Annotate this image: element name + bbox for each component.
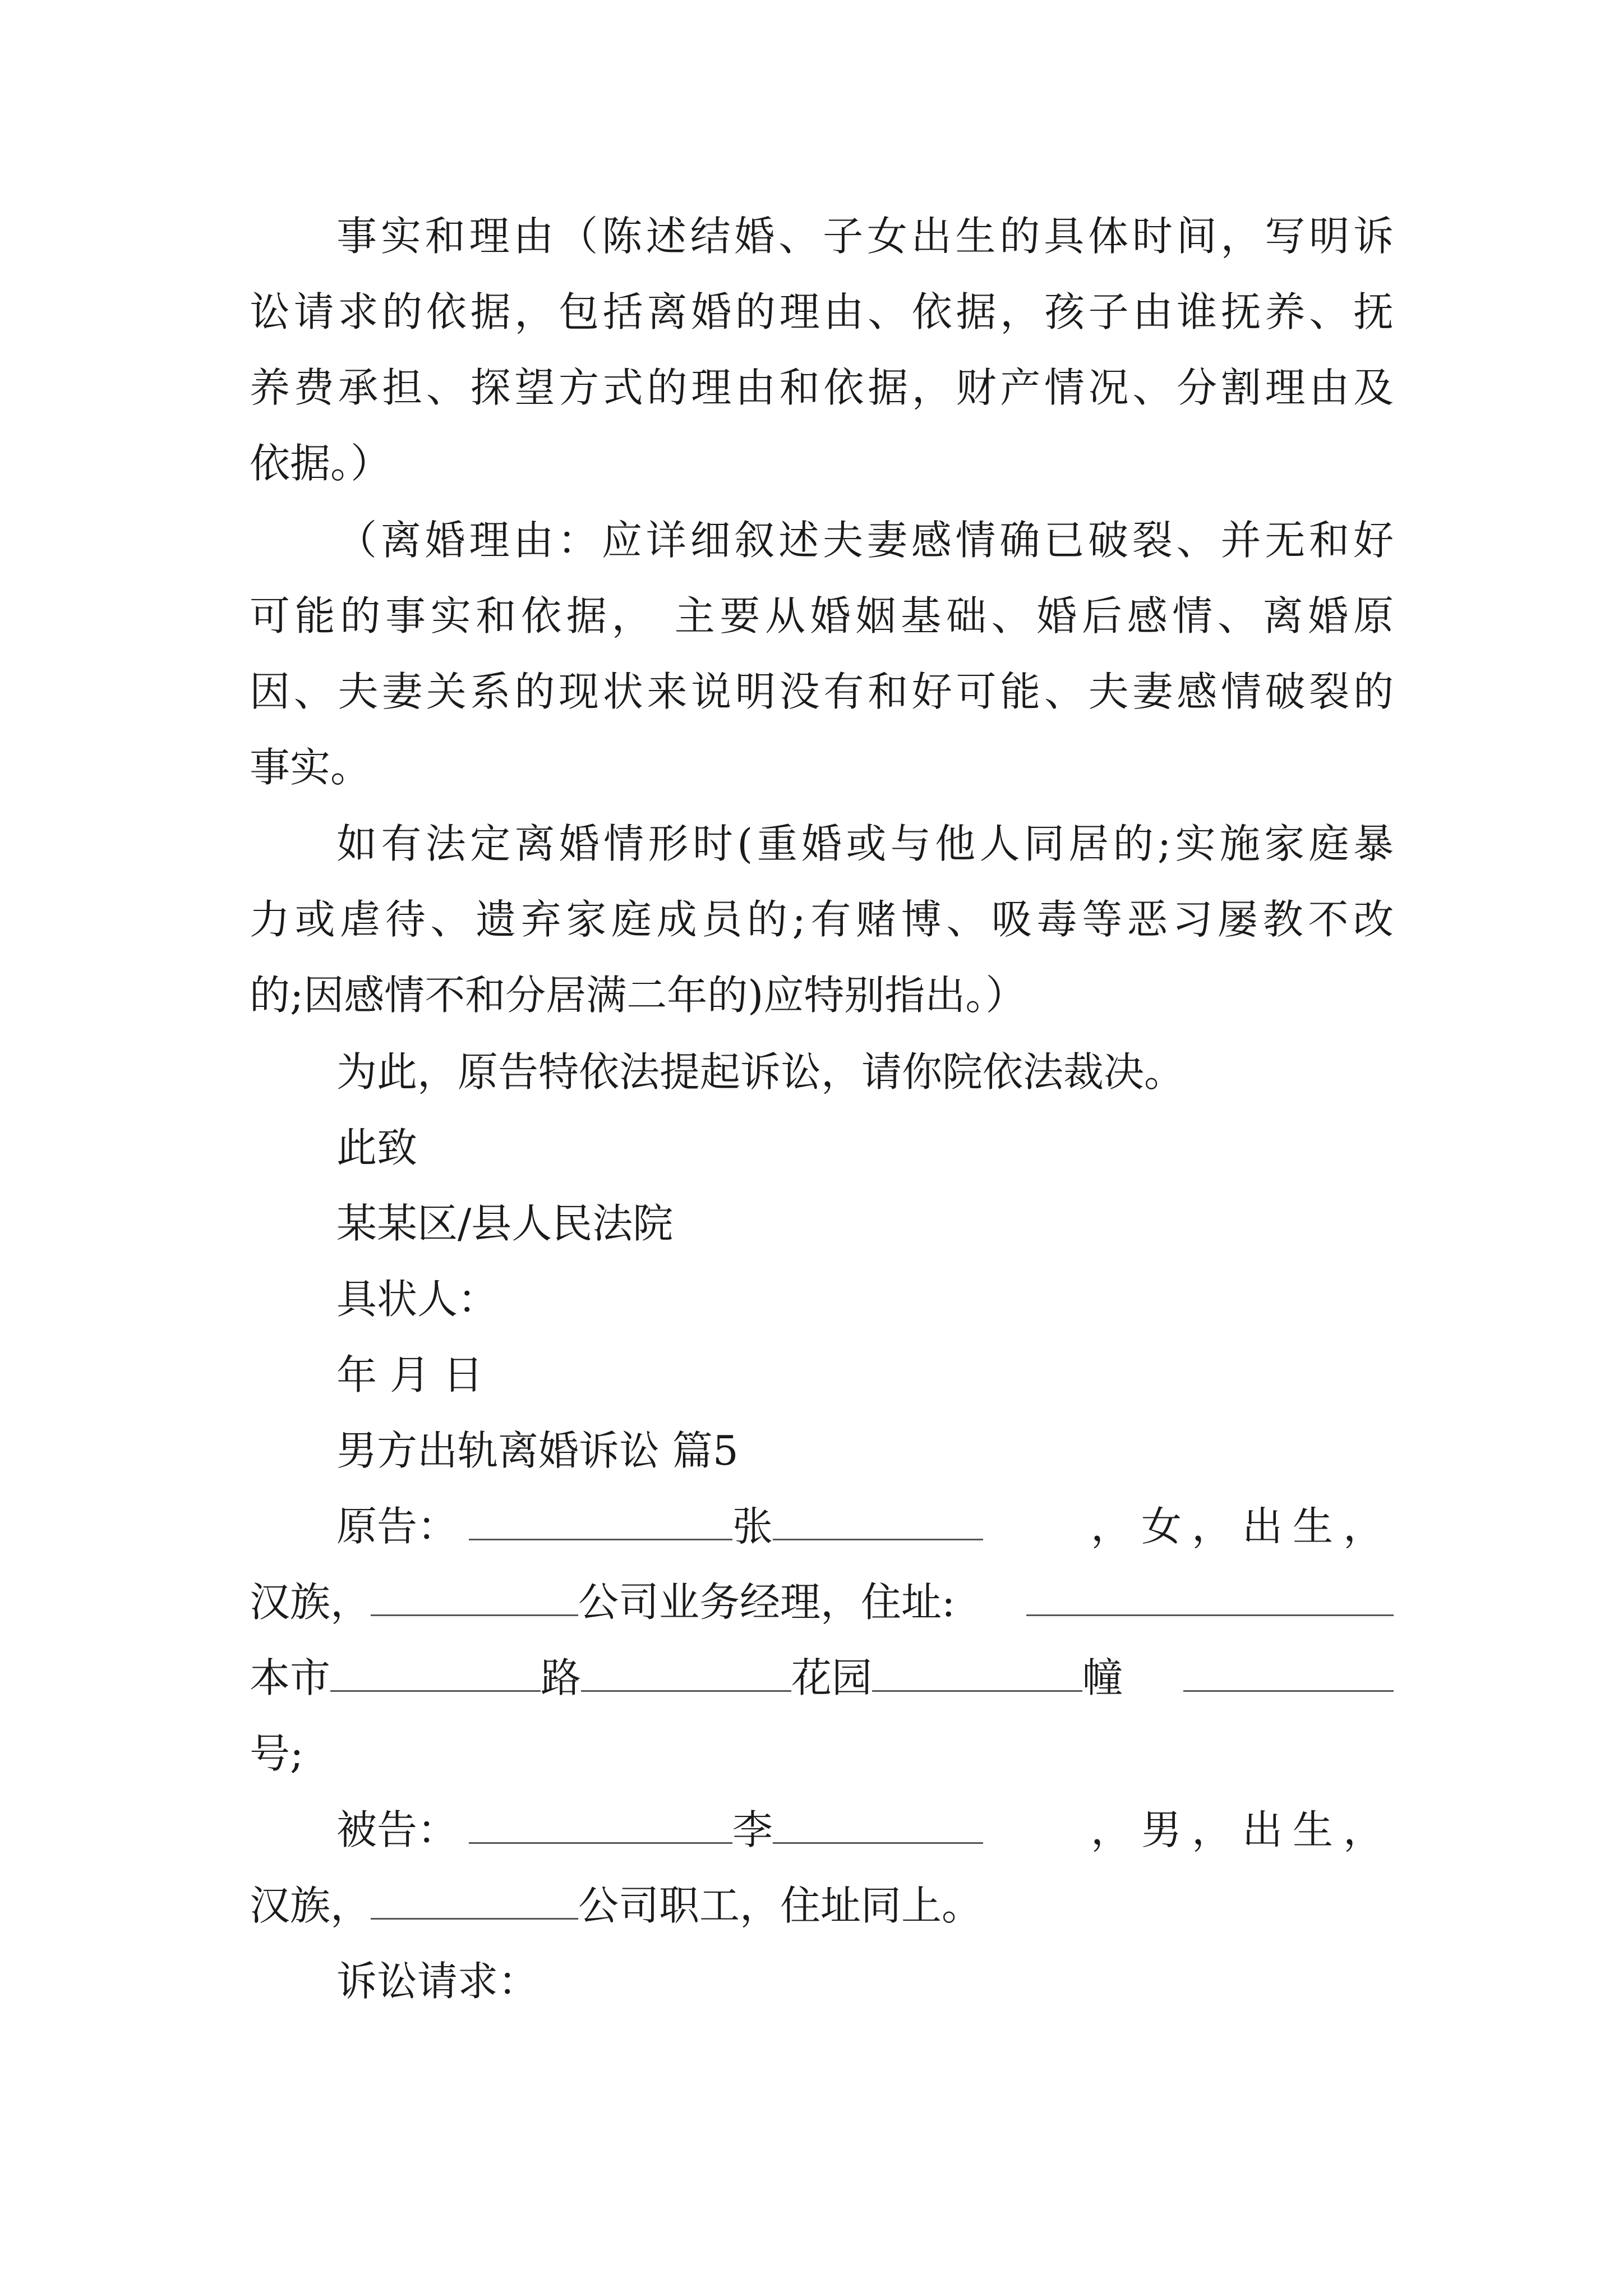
- paragraph-line: 力或虐待、遗弃家庭成员的;有赌博、吸毒等恶习屡教不改: [250, 896, 1394, 943]
- plaintiff-name: 张: [732, 1503, 773, 1550]
- defendant-tail: ，男，出生，: [1090, 1806, 1394, 1853]
- paragraph-line: 的;因感情不和分居满二年的)应特别指出。）: [250, 972, 1026, 1019]
- date-line: 年 月 日: [336, 1351, 483, 1398]
- ethnicity-label: 汉族，: [250, 1579, 371, 1626]
- paragraph-line: 养费承担、探望方式的理由和依据，财产情况、分割理由及: [250, 364, 1394, 411]
- blank-field[interactable]: [469, 1810, 732, 1844]
- blank-field[interactable]: [1026, 1582, 1394, 1616]
- court-name: 某某区/县人民法院: [336, 1200, 674, 1247]
- plaintiff-tail: ，女，出生，: [1090, 1503, 1394, 1550]
- blank-field[interactable]: [330, 1658, 541, 1692]
- paragraph-line: 讼请求的依据，包括离婚的理由、依据，孩子由谁抚养、抚: [250, 288, 1394, 335]
- blank-field[interactable]: [773, 1506, 983, 1540]
- ethnicity-label: 汉族，: [250, 1882, 371, 1929]
- blank-field[interactable]: [1183, 1658, 1394, 1692]
- blank-field[interactable]: [469, 1506, 732, 1540]
- blank-field[interactable]: [872, 1658, 1082, 1692]
- claims-heading: 诉讼请求：: [336, 1958, 539, 2005]
- blank-field[interactable]: [581, 1658, 791, 1692]
- salutation: 此致: [336, 1124, 418, 1171]
- defendant-name: 李: [732, 1806, 773, 1853]
- plaintiff-line-1: [336, 1503, 1394, 1550]
- address-road: 路: [541, 1654, 582, 1701]
- paragraph-line: （离婚理由：应详细叙述夫妻感情确已破裂、并无和好: [336, 517, 1394, 564]
- signatory-label: 具状人：: [336, 1276, 499, 1323]
- paragraph-line: 如有法定离婚情形时(重婚或与他人同居的;实施家庭暴: [336, 820, 1394, 867]
- occupation-text: 公司业务经理，住址:: [578, 1579, 956, 1626]
- paragraph-line: 依据。）: [250, 440, 391, 487]
- paragraph-line: 事实和理由（陈述结婚、子女出生的具体时间，写明诉: [336, 213, 1394, 260]
- defendant-label: 被告：: [336, 1806, 458, 1853]
- section-heading: 男方出轨离婚诉讼 篇5: [336, 1427, 739, 1474]
- address-city: 本市: [250, 1654, 331, 1701]
- address-number: 号;: [250, 1730, 304, 1777]
- plaintiff-line-2: [250, 1579, 1394, 1626]
- plaintiff-line-3: [250, 1654, 1394, 1701]
- paragraph-line: 事实。: [250, 744, 371, 791]
- plaintiff-label: 原告：: [336, 1503, 458, 1550]
- defendant-line-2: [250, 1882, 1394, 1929]
- occupation-text: 公司职工，住址同上。: [578, 1882, 983, 1929]
- address-building: 幢: [1082, 1654, 1123, 1701]
- blank-field[interactable]: [371, 1582, 578, 1616]
- defendant-line-1: [336, 1806, 1394, 1853]
- address-garden: 花园: [791, 1654, 873, 1701]
- paragraph-line: 因、夫妻关系的现状来说明没有和好可能、夫妻感情破裂的: [250, 668, 1394, 715]
- blank-field[interactable]: [371, 1885, 578, 1920]
- paragraph-line: 可能的事实和依据， 主要从婚姻基础、婚后感情、离婚原: [250, 592, 1394, 639]
- blank-field[interactable]: [773, 1810, 983, 1844]
- closing-statement: 为此，原告特依法提起诉讼，请你院依法裁决。: [336, 1048, 1185, 1096]
